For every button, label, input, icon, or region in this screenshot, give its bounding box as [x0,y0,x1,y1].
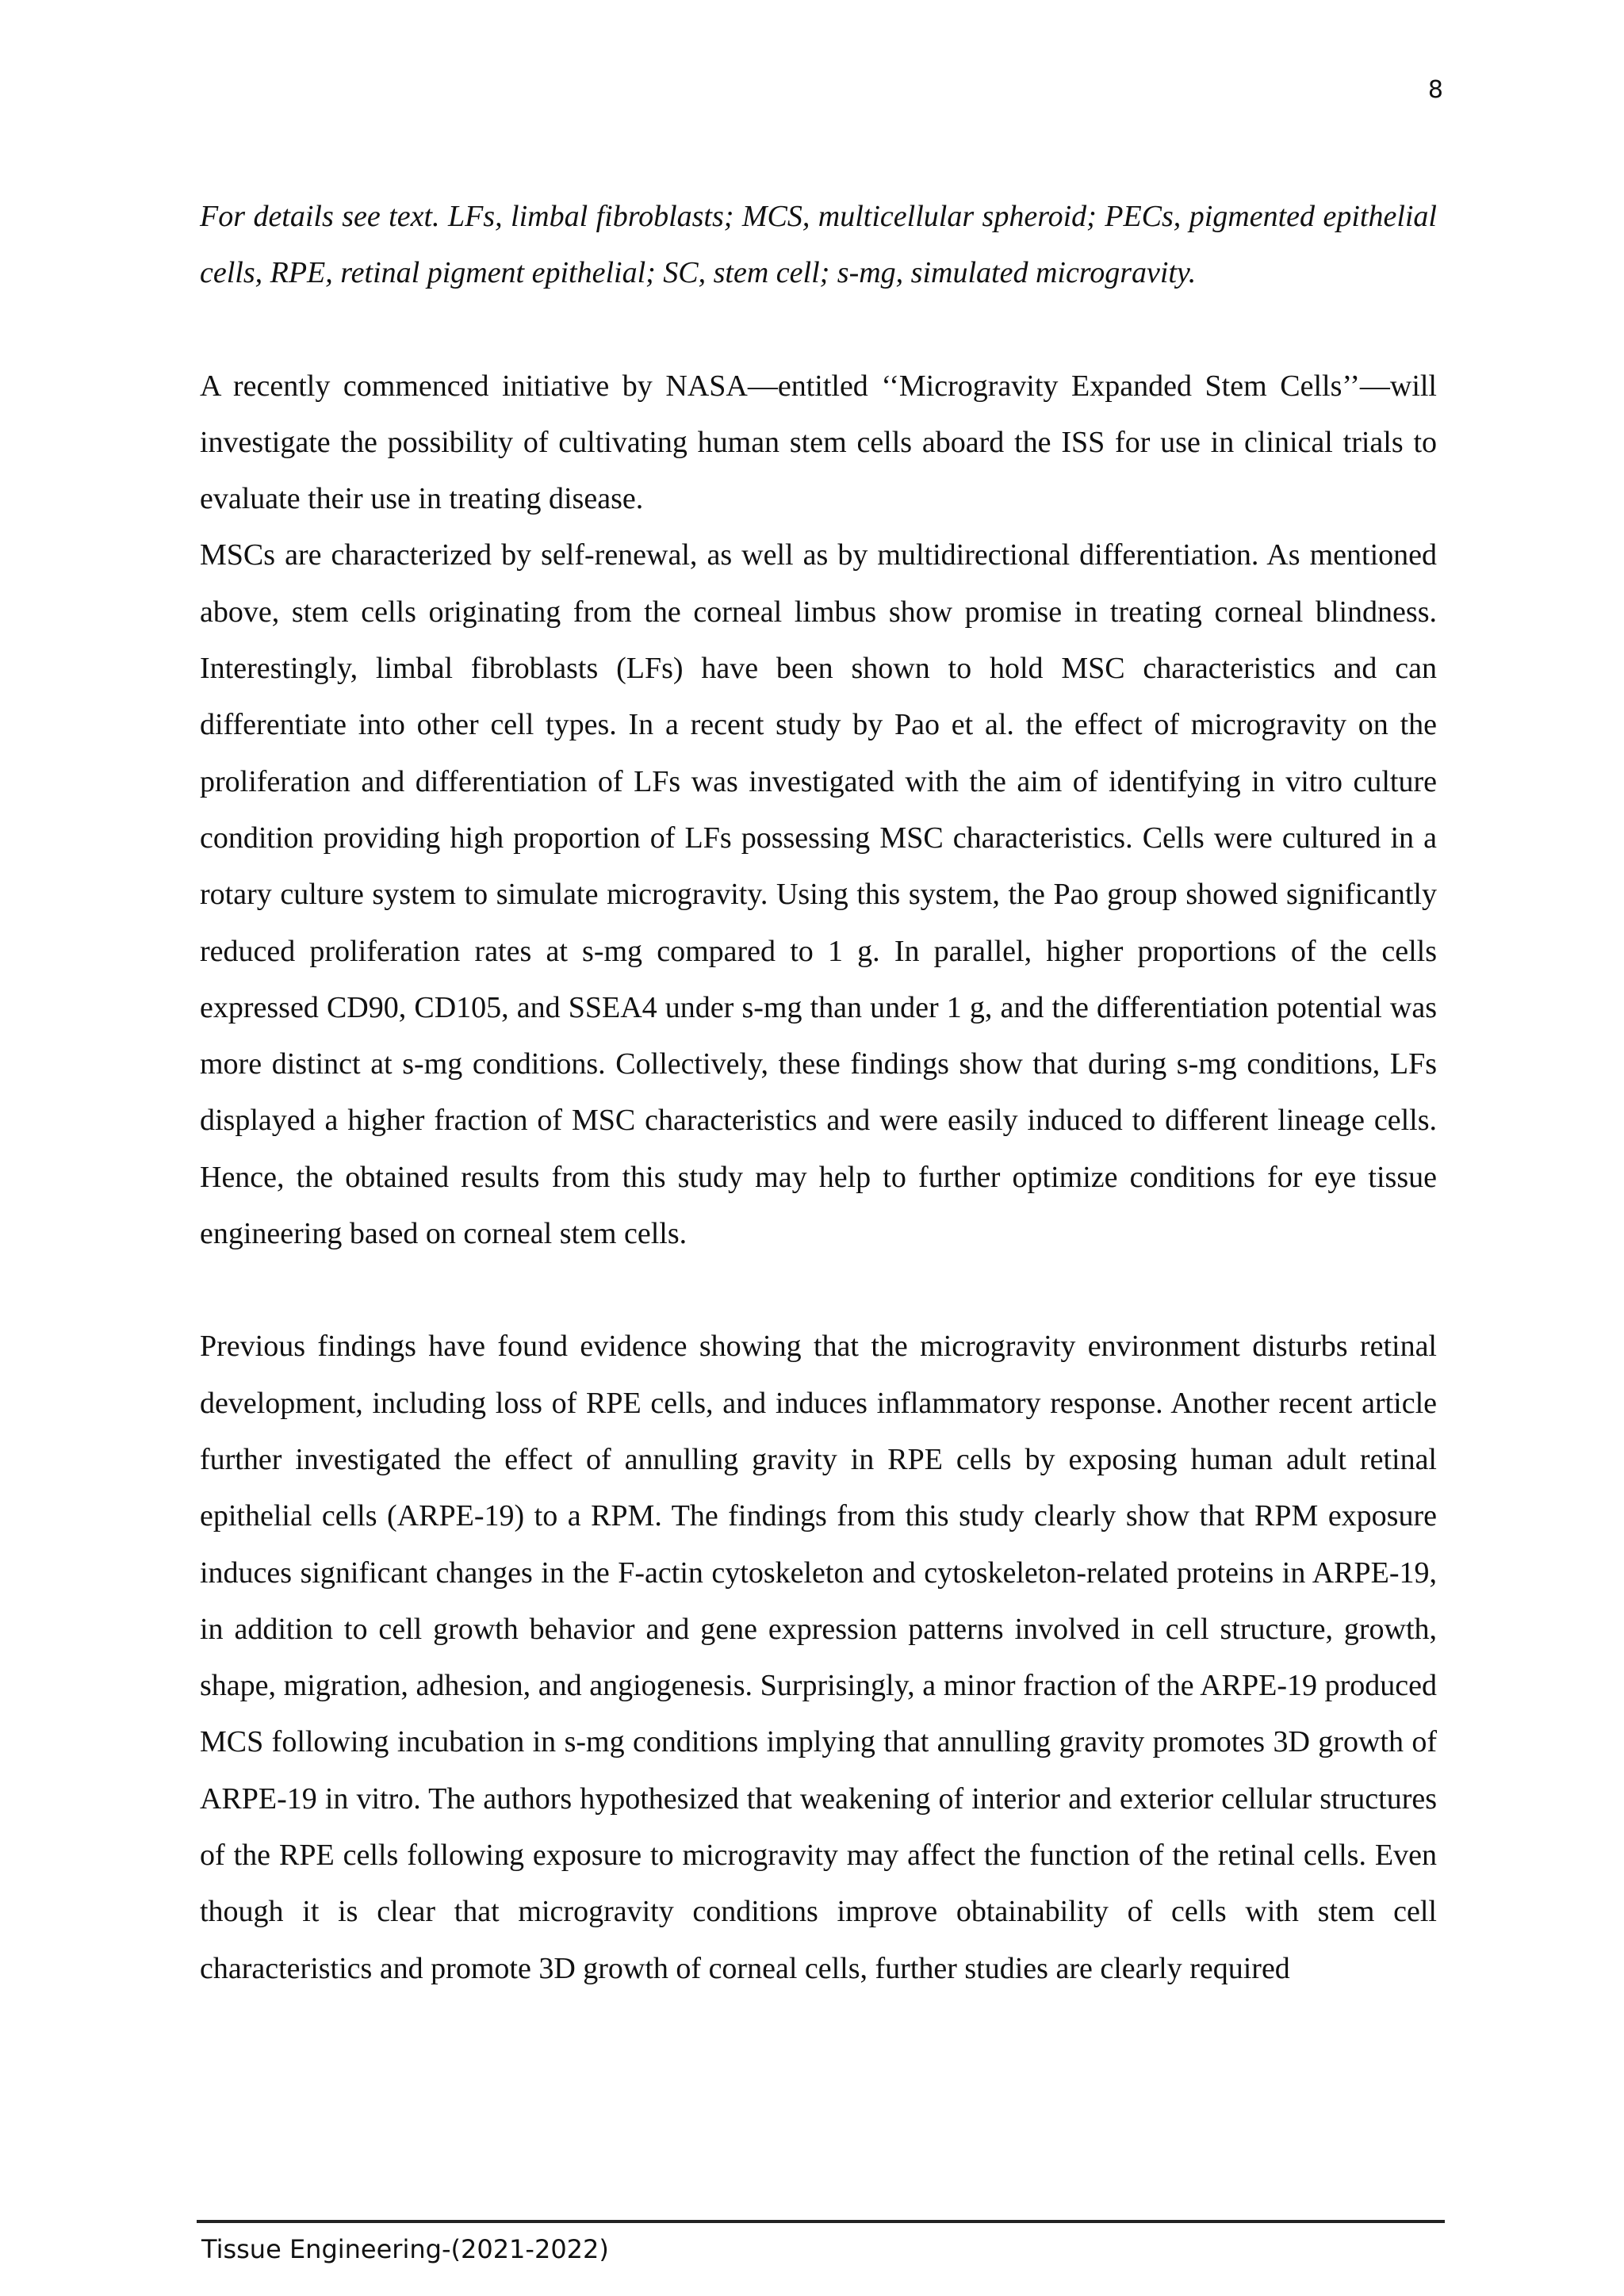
paragraph-spacer [200,302,1437,358]
figure-caption: For details see text. LFs, limbal fibroblasts; MCS, multicellular spheroid; PECs, pigmented epithelial cells, RPE, retinal pigment epithelial; SC, stem cell; s-mg, simulated microgravity. [200,200,1437,290]
paragraph-spacer [200,1262,1437,1318]
paragraph-rpe-findings: Previous findings have found evidence showing that the microgravity environment disturbs retinal development, including loss of RPE cells, and induces inflammatory response. Another recent article further investigated the effect of annulling gravity in RPE cells by exposing human adult retinal epithelial cells (ARPE-19) to a RPM. The findings from this study clearly show that RPM exposure induces significant changes in the F-actin cytoskeleton and cytoskeleton-related proteins in ARPE-19, in addition to cell growth behavior and gene expression patterns involved in cell structure, growth, shape, migration, adhesion, and angiogenesis. Surprisingly, a minor fraction of the ARPE-19 produced MCS following incubation in s-mg conditions implying that annulling gravity promotes 3D growth of ARPE-19 in vitro. The authors hypothesized that weakening of interior and exterior cellular structures of the RPE cells following exposure to microgravity may affect the function of the retinal cells. Even though it is clear that microgravity conditions improve obtainability of cells with stem cell characteristics and promote 3D growth of corneal cells, further studies are clearly required [200,1330,1437,1985]
footer-divider [197,2220,1445,2223]
paragraph-nasa-initiative: A recently commenced initiative by NASA—entitled ‘‘Microgravity Expanded Stem Cells’’—will investigate the possibility of cultivating human stem cells aboard the ISS for use in clinical trials to evaluate their use in treating disease. [200,369,1437,516]
paragraph-msc-characteristics: MSCs are characterized by self-renewal, as well as by multidirectional differentiation. As mentioned above, stem cells originating from the corneal limbus show promise in treating corneal blindness. Interestingly, limbal fibroblasts (LFs) have been shown to hold MSC characteristics and can differentiate into other cell types. In a recent study by Pao et al. the effect of microgravity on the proliferation and differentiation of LFs was investigated with the aim of identifying in vitro culture condition providing high proportion of LFs possessing MSC characteristics. Cells were cultured in a rotary culture system to simulate microgravity. Using this system, the Pao group showed significantly reduced proliferation rates at s-mg compared to 1 g. In parallel, higher proportions of the cells expressed CD90, CD105, and SSEA4 under s-mg than under 1 g, and the differentiation potential was more distinct at s-mg conditions. Collectively, these findings show that during s-mg conditions, LFs displayed a higher fraction of MSC characteristics and were easily induced to different lineage cells. Hence, the obtained results from this study may help to further optimize conditions for eye tissue engineering based on corneal stem cells. [200,538,1437,1251]
footer-text: Tissue Engineering-(2021-2022) [201,2234,609,2264]
document-body [200,189,1437,1997]
page-number: 8 [1427,76,1443,104]
